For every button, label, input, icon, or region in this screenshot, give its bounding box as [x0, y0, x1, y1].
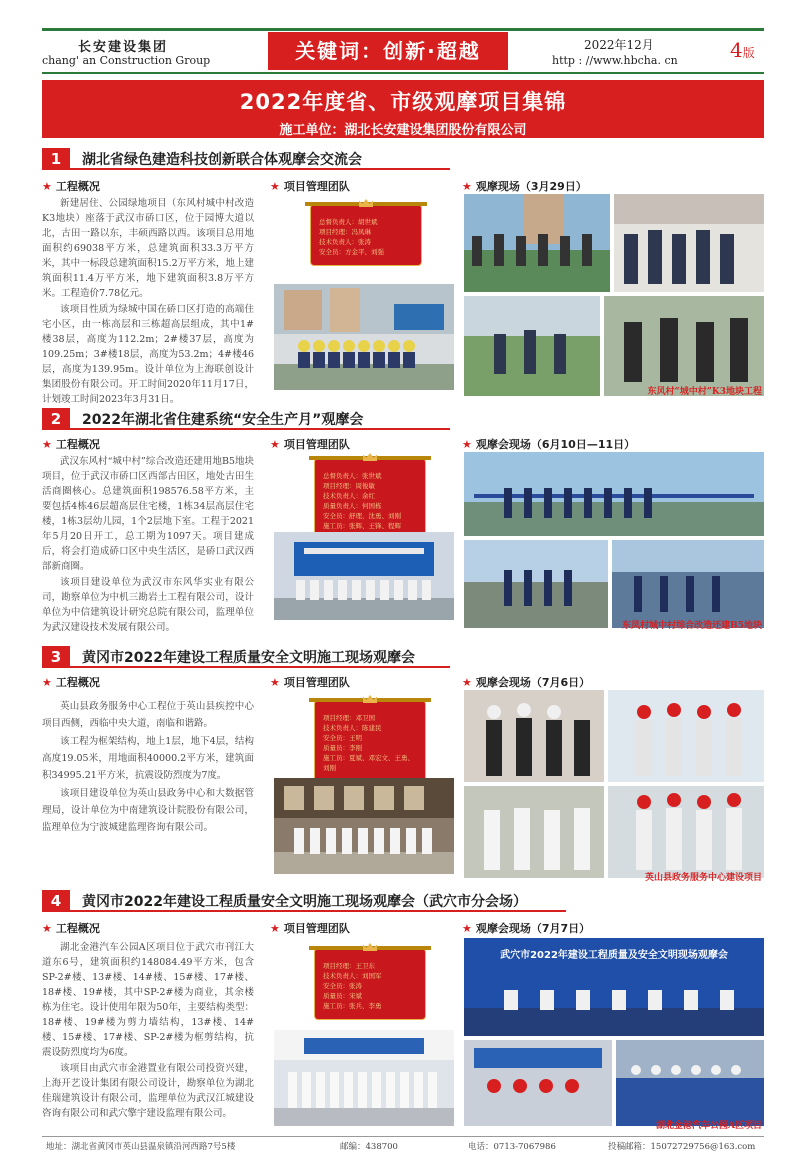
- section-header: [42, 408, 764, 430]
- section-title: 2022年湖北省住建系统“安全生产月”观摩会: [82, 412, 364, 428]
- section-number: 2: [42, 408, 70, 430]
- site-photos: [464, 690, 764, 878]
- star-icon: ★: [42, 676, 52, 689]
- star-icon: ★: [42, 438, 52, 451]
- site-photos-image: [464, 690, 764, 878]
- section-3: [42, 646, 764, 882]
- section-header: [42, 148, 764, 170]
- overview-label: ★ 工程概况: [42, 180, 100, 193]
- masthead-bottom-rule: [42, 72, 764, 74]
- section-title: 黄冈市2022年建设工程质量安全文明施工现场观摩会（武穴市分会场）: [82, 894, 527, 910]
- site-label: ★ 观摩会现场（6月10日—11日）: [462, 438, 636, 451]
- site-label: ★ 观摩会现场（7月7日）: [462, 922, 591, 935]
- star-icon: ★: [270, 922, 280, 935]
- section-rule: [70, 168, 450, 170]
- site-photos-image: [464, 194, 764, 396]
- star-icon: ★: [42, 180, 52, 193]
- star-icon: ★: [462, 180, 472, 193]
- masthead: [42, 32, 764, 72]
- team-label: ★ 项目管理团队: [270, 180, 350, 193]
- team-label: ★ 项目管理团队: [270, 922, 350, 935]
- team-label: ★ 项目管理团队: [270, 676, 350, 689]
- org-name-en: chang' an Construction Group: [42, 54, 211, 67]
- overview-text: 英山县政务服务中心工程位于英山县疾控中心项目西侧，西临中央大道，南临和谐路。 该工程为框架结构，地上1层，地下4层，结构高度19.05米，用地面积40000.2平方米，建筑面积34995.21平方米，抗震设防烈度为7度。 该项目建设单位为英山县政务中心和大数据管理局，设计单位为中南建筑设计院股份有限公司，监理单位为宁波城建监理咨询有限公司。: [42, 701, 254, 833]
- section-title: 湖北省绿色建造科技创新联合体观摩会交流会: [82, 152, 362, 168]
- overview-text: 湖北金港汽车公园A区项目位于武穴市刊江大道东6号，建筑面积约148084.49平方米，包含SP-2#楼、13#楼、14#楼、15#楼、17#楼、18#楼、19#楼，其中SP-2#楼为商业，其余楼栋为住宅。设计使用年限为50年，主要结构类型：18#楼、19#楼为剪力墙结构，13#楼、14#楼、15#楼、17#楼、SP-2#楼为框剪结构，抗震设防烈度均为6度。 该项目由武穴市金港置业有限公司投资兴建，上海开艺设计集团有限公司设计，勘察单位为湖北佳瑞建筑设计有限公司，监理单位为武汉江城建设咨询有限公司和武穴擎宇建设监理有限公司。: [42, 942, 254, 1119]
- star-icon: ★: [270, 438, 280, 451]
- photo-caption: 东风村“城中村”K3地块工程: [647, 387, 762, 397]
- footer-phone: 电话：0713-7067986: [468, 1142, 556, 1152]
- star-icon: ★: [42, 922, 52, 935]
- masthead-top-rule: [42, 28, 764, 31]
- team-group-photo-image: [274, 1030, 454, 1126]
- page-subtitle: 施工单位：湖北长安建设集团股份有限公司: [279, 123, 527, 138]
- star-icon: ★: [270, 180, 280, 193]
- team-group-photo-image: [274, 532, 454, 620]
- section-rule: [70, 428, 450, 430]
- site-photos-image: [464, 452, 764, 628]
- team-card: 总督负责人：张世斌 项目经理：周俊敏 技术负责人：余红 质量负责人：何国栋 安全员：舒理、沈勇、刘刚 施工员：张辉、王锋、程辉: [314, 458, 426, 540]
- team-group-photo: [274, 532, 454, 620]
- issue-date: 2022年12月: [584, 38, 654, 52]
- photo-caption: 湖北金港汽车公园A区项目: [656, 1121, 762, 1131]
- photo-caption: 英山县政务服务中心建设项目: [644, 873, 762, 883]
- section-header: [42, 646, 764, 668]
- website[interactable]: http : //www.hbcha. cn: [552, 54, 678, 67]
- team-card: 项目经理：邓卫国 技术负责人：陈建民 安全员：王明 质量员：李刚 施工员：夏斌、邓宏文、王勇、刘刚: [314, 700, 426, 782]
- team-group-photo: [274, 284, 454, 390]
- overview-label: ★ 工程概况: [42, 676, 100, 689]
- site-photos: [464, 452, 764, 628]
- section-number: 3: [42, 646, 70, 668]
- section-title: 黄冈市2022年建设工程质量安全文明施工现场观摩会: [82, 650, 415, 666]
- footer-postcode: 邮编：438700: [340, 1142, 398, 1152]
- crown-icon: [363, 943, 377, 951]
- star-icon: ★: [462, 676, 472, 689]
- team-group-photo-image: [274, 778, 454, 874]
- team-group-photo-image: [274, 284, 454, 390]
- star-icon: ★: [462, 438, 472, 451]
- section-rule: [70, 910, 566, 912]
- page-title: 2022年度省、市级观摩项目集锦: [239, 90, 567, 114]
- site-photos: [464, 938, 764, 1126]
- star-icon: ★: [462, 922, 472, 935]
- crown-icon: [359, 199, 373, 207]
- edition-number: 4版: [730, 38, 755, 62]
- overview-label: ★ 工程概况: [42, 438, 100, 451]
- org-name-cn: 长安建设集团: [78, 40, 169, 55]
- overview-label: ★ 工程概况: [42, 922, 100, 935]
- crown-icon: [363, 695, 377, 703]
- site-label: ★ 观摩会现场（7月6日）: [462, 676, 591, 689]
- section-rule: [70, 666, 450, 668]
- page-banner: [42, 80, 764, 138]
- team-card: 项目经理：王卫东 技术负责人：刘国军 安全员：张涛 质量员：宋斌 施工员：张兵、李勇: [314, 948, 426, 1020]
- overview-text: 武汉东风村“城中村”综合改造还建用地B5地块项目，位于武汉市硚口区西部古田区，地处古田生活商圈核心。总建筑面积198576.58平方米，主要包括4栋46层超高层住宅楼，1栋34层高层住宅楼，1栋3层幼儿园，1个2层地下室。工程于2021年5月20日开工，总工期为1097天。项目建成后，将会打造成硚口区中央生活区，是硚口武汉西部新商圈。 该项目建设单位为武汉市东风华实业有限公司，勘察单位为中机三勘岩土工程有限公司，设计单位为中信建筑设计研究总院有限公司，监理单位为武汉建设技术发展有限公司。: [42, 456, 254, 633]
- team-group-photo: [274, 778, 454, 874]
- team-label: ★ 项目管理团队: [270, 438, 350, 451]
- star-icon: ★: [270, 676, 280, 689]
- team-card: 总督负责人：胡世斌 项目经理：冯凤琳 技术负责人：张涛 安全员：方金平、刘强: [310, 204, 422, 266]
- team-group-photo: [274, 1030, 454, 1126]
- photo-caption: 东风村城中村综合改造还建B5地块: [622, 621, 762, 631]
- event-banner-text: 武穴市2022年建设工程质量及安全文明现场观摩会: [500, 950, 728, 961]
- section-number: 4: [42, 890, 70, 912]
- footer-address: 地址：湖北省黄冈市英山县温泉镇沿河西路7号5楼: [46, 1142, 236, 1152]
- site-photos: [464, 194, 764, 396]
- footer-email[interactable]: 投稿邮箱：15072729756@163.com: [608, 1142, 756, 1152]
- crown-icon: [363, 453, 377, 461]
- section-number: 1: [42, 148, 70, 170]
- section-header: [42, 890, 764, 912]
- footer-rule: [42, 1136, 764, 1137]
- section-2: [42, 408, 764, 633]
- section-4: [42, 890, 764, 1132]
- site-label: ★ 观摩现场（3月29日）: [462, 180, 587, 193]
- keyword-banner: 关键词：创新·超越: [268, 32, 508, 70]
- site-photos-image: [464, 938, 764, 1126]
- overview-text: 新建居住、公园绿地项目（东风村城中村改造K3地块）座落于武汉市硚口区，位于园博大道以北，古田一路以东，丰硕西路以西。该项目总用地面积约69038平方米，总建筑面积33.3万平方米，其中一标段总建筑面积15.2万平方米，地上建筑面积11.4万平方米，地下建筑面积3.8万平方米。工程造价7.78亿元。 该项目性质为绿城中国在硚口区打造的高端住宅小区，由一栋高层和三栋超高层组成，其中1#楼38层，高度为112.2m；2#楼37层，高度为109.25m；3#楼18层，高度为53.2m；4#楼46层，高度为139.95m。设计单位为上海联创设计集团股份有限公司。开工时间2020年11月17日，计划竣工时间2023年3月31日。: [42, 198, 254, 405]
- section-1: [42, 148, 764, 405]
